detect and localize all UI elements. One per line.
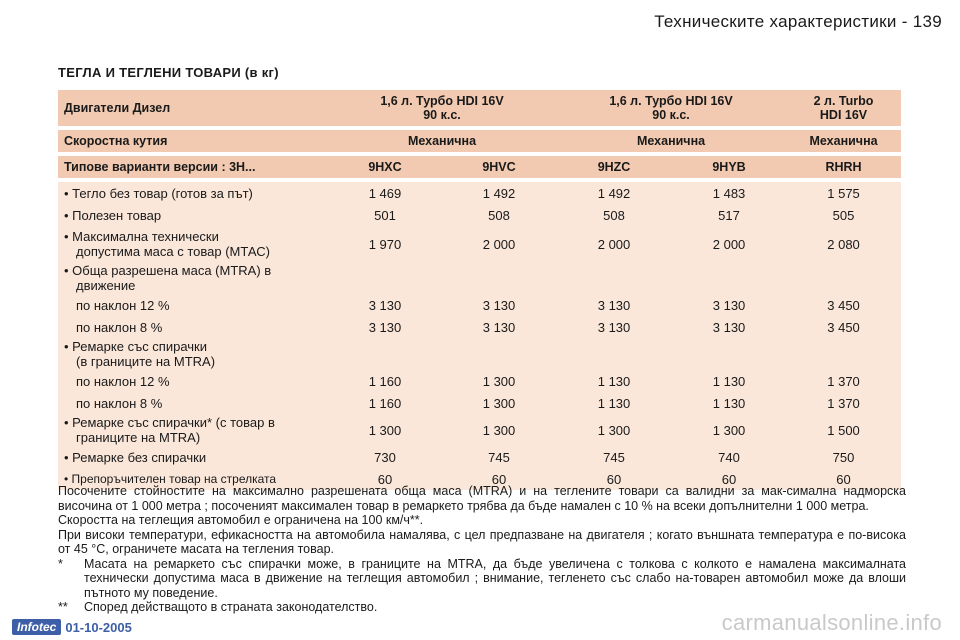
cell-value: 1 130 xyxy=(556,392,672,414)
engine-line1: 2 л. Turbo xyxy=(813,94,874,108)
cell-value: 730 xyxy=(328,446,442,468)
row-label-line1: по наклон 12 % xyxy=(76,373,170,389)
cell-value xyxy=(442,338,556,370)
row-label xyxy=(58,204,328,226)
cell-value: 1 130 xyxy=(672,370,786,392)
cell-value xyxy=(556,338,672,370)
variant-code: 9HXC xyxy=(328,156,442,178)
row-label-line1: • Максимална технически xyxy=(64,229,219,244)
infotec-logo: Infotec xyxy=(12,619,61,635)
variants-label: Типове варианти версии : 3H... xyxy=(58,156,328,178)
engine-label: Двигатели Дизел xyxy=(58,90,328,126)
table-row xyxy=(58,392,901,414)
engine-line2: 90 к.с. xyxy=(652,108,690,122)
footnote-mark: ** xyxy=(58,600,68,614)
row-label-line1: • Ремарке със спирачки xyxy=(64,339,207,354)
cell-value: 1 492 xyxy=(556,182,672,204)
cell-value: 1 575 xyxy=(786,182,901,204)
footnote-mark: * xyxy=(58,556,63,571)
cell-value: 1 160 xyxy=(328,370,442,392)
note-paragraph: При високи температури, ефикасността на автомобила намалява, с цел предпазване на двигателя ; когато външната температура е по-висока от 45 °С, ограничете масата на тегления товар. xyxy=(58,527,906,556)
engine-line2: HDI 16V xyxy=(819,108,868,122)
row-label-line1: • Ремарке без спирачки xyxy=(64,449,207,465)
cell-value: 1 492 xyxy=(442,182,556,204)
engine-line1: 1,6 л. Турбо HDI 16V xyxy=(609,94,733,108)
row-label xyxy=(58,316,328,338)
cell-value: 740 xyxy=(672,446,786,468)
row-label xyxy=(58,226,328,262)
cell-value xyxy=(556,262,672,294)
row-label xyxy=(58,446,328,468)
row-label-line1: • Препоръчителен товар на стрелката xyxy=(64,472,277,486)
engine-header xyxy=(556,90,786,126)
cell-value xyxy=(328,262,442,294)
table-row xyxy=(58,370,901,392)
table-row xyxy=(58,414,901,446)
cell-value: 1 300 xyxy=(442,414,556,446)
cell-value: 508 xyxy=(442,204,556,226)
cell-value: 3 130 xyxy=(672,294,786,316)
gearbox-row xyxy=(58,130,901,152)
cell-value: 3 130 xyxy=(328,294,442,316)
cell-value: 60 xyxy=(442,468,556,490)
cell-value: 1 370 xyxy=(786,370,901,392)
section-title: ТЕГЛА И ТЕГЛЕНИ ТОВАРИ (в кг) xyxy=(58,65,279,80)
row-label xyxy=(58,262,328,294)
cell-value: 60 xyxy=(556,468,672,490)
footnote xyxy=(58,557,906,601)
cell-value: 1 483 xyxy=(672,182,786,204)
weights-table xyxy=(58,90,901,490)
cell-value xyxy=(786,262,901,294)
footnote-text: Според действащото в страната законодателство. xyxy=(84,600,378,614)
cell-value: 1 469 xyxy=(328,182,442,204)
watermark: carmanualsonline.info xyxy=(721,610,942,635)
cell-value: 60 xyxy=(786,468,901,490)
note-paragraph: Скоростта на теглещия автомобил е ограничена на 100 км/ч**. xyxy=(58,513,424,527)
row-label-line1: • Ремарке със спирачки* (с товар в xyxy=(64,415,275,430)
cell-value: 1 300 xyxy=(442,370,556,392)
cell-value: 3 450 xyxy=(786,294,901,316)
cell-value xyxy=(442,262,556,294)
row-label xyxy=(58,392,328,414)
row-label-line1: • Обща разрешена маса (MTRA) в xyxy=(64,263,272,278)
gearbox-value: Механична xyxy=(556,130,786,152)
cell-value: 517 xyxy=(672,204,786,226)
row-label-line2: (в границите на MTRA) xyxy=(76,354,216,369)
table-body xyxy=(58,182,901,490)
cell-value: 3 130 xyxy=(672,316,786,338)
cell-value xyxy=(672,262,786,294)
cell-value: 3 130 xyxy=(556,316,672,338)
cell-value: 750 xyxy=(786,446,901,468)
row-label-line1: • Полезен товар xyxy=(64,207,162,223)
row-label xyxy=(58,338,328,370)
cell-value: 2 000 xyxy=(672,226,786,262)
row-label xyxy=(58,182,328,204)
gearbox-value: Механична xyxy=(328,130,556,152)
cell-value: 745 xyxy=(442,446,556,468)
cell-value: 2 000 xyxy=(442,226,556,262)
cell-value xyxy=(786,338,901,370)
cell-value: 1 500 xyxy=(786,414,901,446)
notes-block xyxy=(58,484,906,615)
footnote-text: Масата на ремаркето със спирачки може, в границите на MTRA, да бъде увеличена с толкова с колкото е намалена максималната технически допустима маса в движение на теглещия автомобил ; внимание, тегленето със слабо на-товарен автомобил може да влоши пътното му поведение. xyxy=(84,556,906,600)
cell-value: 60 xyxy=(328,468,442,490)
cell-value: 1 300 xyxy=(328,414,442,446)
variant-code: 9HYB xyxy=(672,156,786,178)
row-label-line2: движение xyxy=(76,278,136,293)
row-label-line1: по наклон 8 % xyxy=(76,395,163,411)
cell-value: 2 080 xyxy=(786,226,901,262)
row-label-line1: по наклон 12 % xyxy=(76,297,170,313)
table-row xyxy=(58,446,901,468)
cell-value: 1 130 xyxy=(556,370,672,392)
gearbox-value: Механична xyxy=(786,130,901,152)
cell-value: 505 xyxy=(786,204,901,226)
gearbox-label: Скоростна кутия xyxy=(58,130,328,152)
cell-value: 3 130 xyxy=(556,294,672,316)
table-row xyxy=(58,316,901,338)
engine-header xyxy=(786,90,901,126)
cell-value: 1 300 xyxy=(442,392,556,414)
table-row xyxy=(58,338,901,370)
table-row xyxy=(58,294,901,316)
cell-value: 1 300 xyxy=(672,414,786,446)
cell-value: 3 450 xyxy=(786,316,901,338)
engine-row xyxy=(58,90,901,126)
cell-value: 1 970 xyxy=(328,226,442,262)
page-header-title: Техническите характеристики - 139 xyxy=(654,12,942,31)
variants-row xyxy=(58,156,901,178)
variant-code: RHRH xyxy=(786,156,901,178)
table-row xyxy=(58,204,901,226)
row-label-line2: допустима маса с товар (МТАС) xyxy=(76,244,270,259)
cell-value: 1 370 xyxy=(786,392,901,414)
cell-value: 1 130 xyxy=(672,392,786,414)
table-row xyxy=(58,226,901,262)
cell-value: 1 300 xyxy=(556,414,672,446)
cell-value: 1 160 xyxy=(328,392,442,414)
engine-line1: 1,6 л. Турбо HDI 16V xyxy=(380,94,504,108)
row-label xyxy=(58,294,328,316)
table-row xyxy=(58,262,901,294)
variant-code: 9HVC xyxy=(442,156,556,178)
row-label-line1: • Тегло без товар (готов за път) xyxy=(64,185,253,201)
cell-value: 3 130 xyxy=(328,316,442,338)
cell-value: 60 xyxy=(672,468,786,490)
row-label-line1: по наклон 8 % xyxy=(76,319,163,335)
cell-value: 3 130 xyxy=(442,316,556,338)
cell-value xyxy=(672,338,786,370)
cell-value xyxy=(328,338,442,370)
row-label-line2: границите на MTRA) xyxy=(76,430,201,445)
variant-code: 9HZC xyxy=(556,156,672,178)
footer xyxy=(0,618,132,636)
cell-value: 501 xyxy=(328,204,442,226)
engine-header xyxy=(328,90,556,126)
note-paragraph: Посочените стойностите на максимално разрешената обща маса (MTRA) и на теглените товари са валидни за мак-симална надморска височина от 1 000 метра ; посоченият максимален товар в ремаркето трябва да бъде намален с 10 % на всеки допълнителни 1 000 метра. xyxy=(58,484,906,513)
cell-value: 3 130 xyxy=(442,294,556,316)
row-label xyxy=(58,370,328,392)
engine-line2: 90 к.с. xyxy=(423,108,461,122)
cell-value: 2 000 xyxy=(556,226,672,262)
cell-value: 508 xyxy=(556,204,672,226)
cell-value: 745 xyxy=(556,446,672,468)
table-row xyxy=(58,182,901,204)
row-label xyxy=(58,414,328,446)
footer-date: 01-10-2005 xyxy=(65,619,132,635)
